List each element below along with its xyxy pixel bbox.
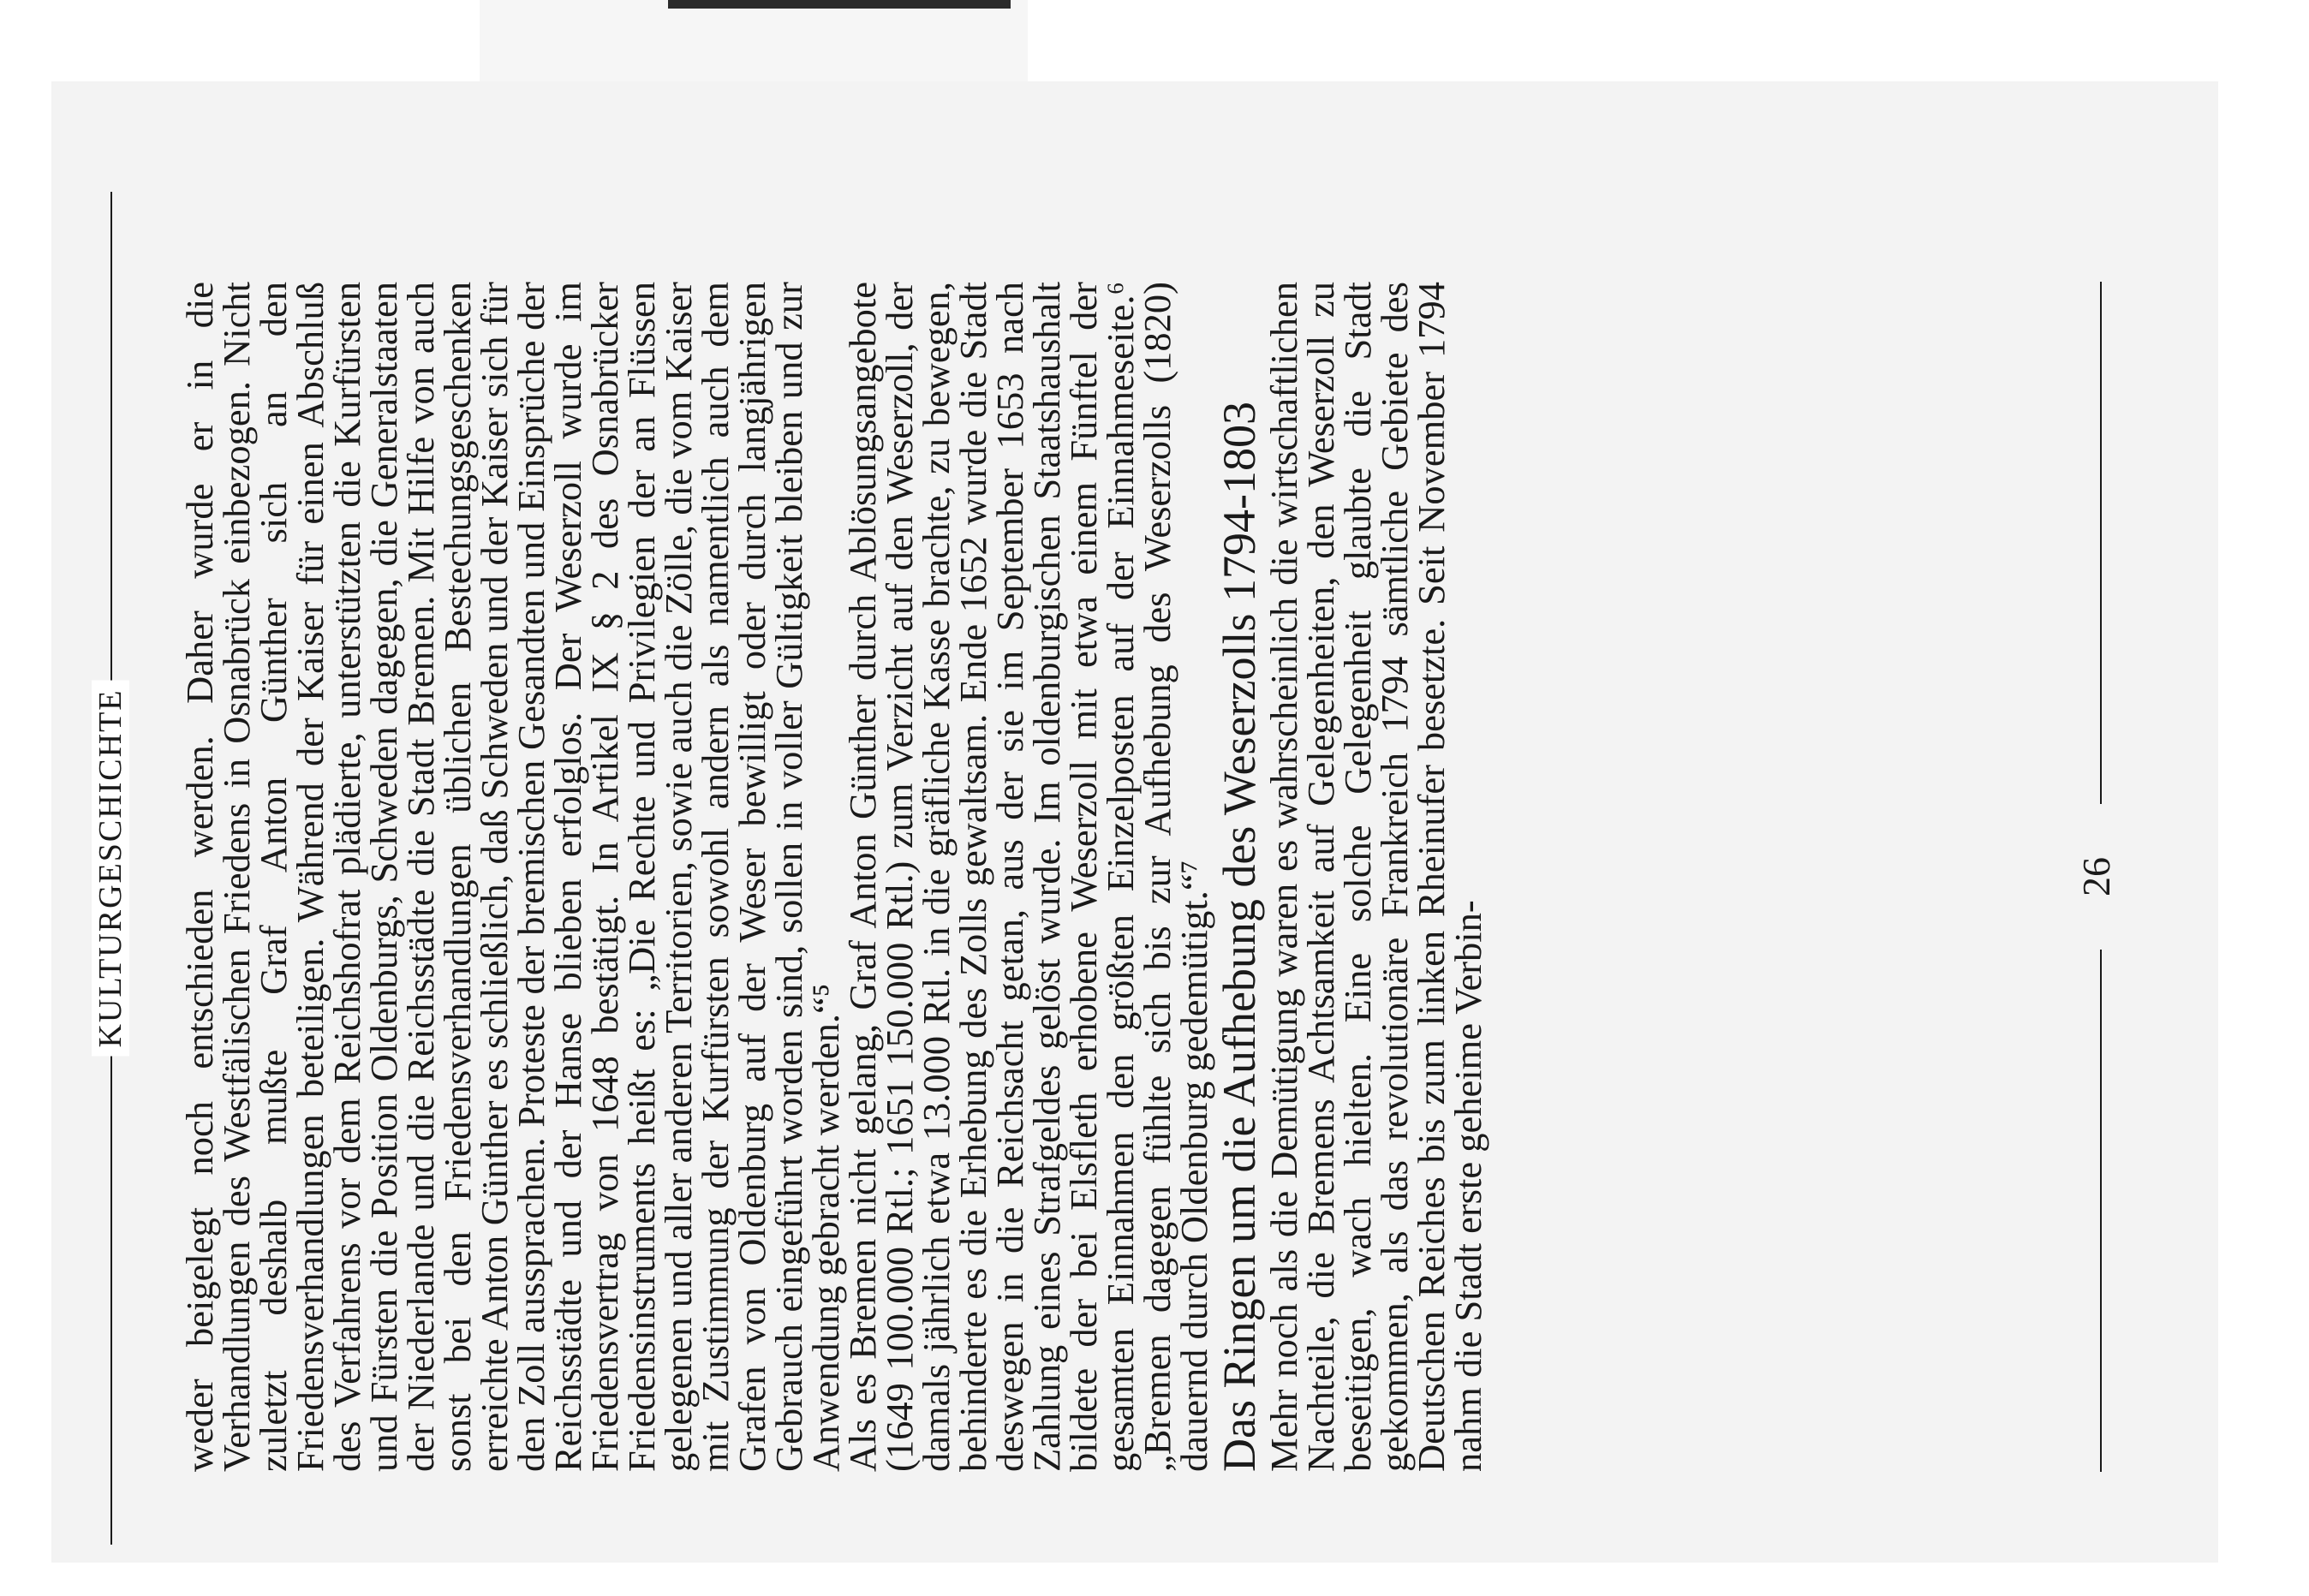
footer-rule-right [2100, 282, 2102, 804]
paragraph-2: Als es Bremen nicht gelang, Graf Anton Günther durch Ablösungsangebote (1649 100.000 Rtl.; 1651 150.000 Rtl.) zum Verzicht auf den Weserzoll, der damals jährlich etwa 13.000 Rtl. in die gräfliche Kasse brachte, zu bewegen, behinderte es die Erhebung des Zolls gewaltsam. Ende 1652 wurde die Stadt deswegen in die Reichsacht getan, aus der sie im September 1653 nach Zahlung eines Strafgeldes gelöst wurde. Im oldenburgischen Staatshaushalt bildete der bei Elsfleth erhobene Weserzoll mit etwa einem Fünftel der gesamten Einnahmen den größten Einzelposten auf der Einnahmeseite.⁶ „Bremen dagegen fühlte sich bis zur Aufhebung des Weserzolls (1820) dauernd durch Oldenburg gedemütigt.“⁷ [841, 282, 1215, 1472]
running-head [81, 192, 141, 1545]
section-title: Das Ringen um die Aufhebung des Weserzolls 1794-1803 [1214, 402, 1265, 1472]
page-footer [2068, 282, 2120, 1472]
footer-rule-left [2100, 950, 2102, 1472]
section-paragraph: Mehr noch als die Demütigung waren es wahrscheinlich die wirtschaftlichen Nachteile, die Bremens Achtsamkeit auf Gelegenheiten, den Weserzoll zu beseitigen, wach hielten. Eine solche Gelegenheit glaubte die Stadt gekommen, als das revolutionäre Frankreich 1794 sämtliche Gebiete des Deutschen Reiches bis zum linken Rheinufer besetzte. Seit November 1794 nahm die Stadt erste geheime Verbin- [1262, 282, 1489, 1472]
body-text [178, 282, 1489, 1472]
paragraph-1: weder beigelegt noch entschieden werden. Daher wurde er in die Verhandlungen des Westfälischen Friedens in Osnabrück einbezogen. Nicht zuletzt deshalb mußte Graf Anton Günther sich an den Friedensverhandlungen beteiligen. Während der Kaiser für einen Abschluß des Verfahrens vor dem Reichshofrat plädierte, unterstützten die Kurfürsten und Fürsten die Position Oldenburgs, Schweden dagegen, die Generalstaaten der Niederlande und die Reichsstädte die Stadt Bremen. Mit Hilfe von auch sonst bei den Friedensverhandlungen üblichen Bestechungsgeschenken erreichte Anton Günther es schließlich, daß Schweden und der Kaiser sich für den Zoll aussprachen. Proteste der bremischen Gesandten und Einsprüche der Reichsstädte und der Hanse blieben erfolglos. Der Weserzoll wurde im Friedensvertrag von 1648 bestätigt. In Artikel IX § 2 des Osnabrücker Friedensinstruments heißt es: „Die Rechte und Privilegien der an Flüssen gelegenen und aller anderen Territorien, sowie auch die Zölle, die vom Kaiser mit Zustimmung der Kurfürsten sowohl andern als namentlich auch dem Grafen von Oldenburg auf der Weser bewilligt oder durch langjährigen Gebrauch eingeführt worden sind, sollen in voller Gültigkeit bleiben und zur Anwendung gebracht werden.“⁵ [178, 282, 847, 1472]
running-head-label: KULTURGESCHICHTE [92, 680, 129, 1056]
page-number: 26 [2074, 857, 2118, 896]
